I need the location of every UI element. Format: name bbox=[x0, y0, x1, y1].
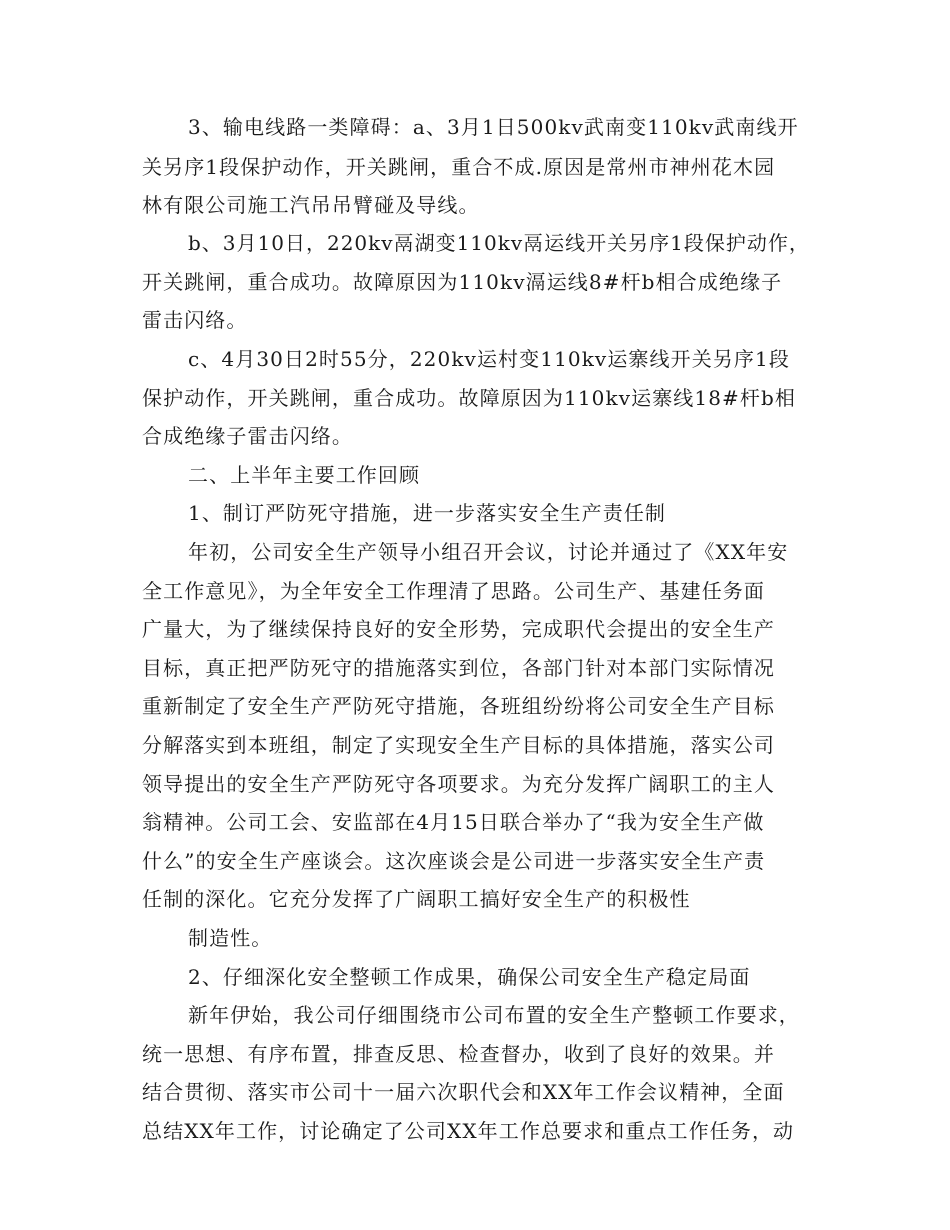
text-line: 广量大，为了继续保持良好的安全形势，完成职代会提出的安全生产 bbox=[142, 617, 775, 641]
text-line: 开关跳闸，重合成功。故障原因为110kv滆运线8#杆b相合成绝缘子 bbox=[142, 270, 783, 294]
text-line: 新年伊始，我公司仔细围绕市公司布置的安全生产整顿工作要求， bbox=[188, 1003, 800, 1027]
text-line: 制造性。 bbox=[188, 926, 273, 950]
text-line: 关另序1段保护动作，开关跳闸，重合不成.原因是常州市神州花木园 bbox=[142, 155, 776, 179]
text-line: 分解落实到本班组，制定了实现安全生产目标的具体措施，落实公司 bbox=[142, 733, 775, 757]
subsection-heading: 2、仔细深化安全整顿工作成果，确保公司安全生产稳定局面 bbox=[188, 965, 751, 989]
text-line: 总结XX年工作，讨论确定了公司XX年工作总要求和重点工作任务，动 bbox=[142, 1119, 795, 1143]
text-line: 统一思想、有序布置，排查反思、检查督办，收到了良好的效果。并 bbox=[142, 1042, 775, 1066]
text-line: b、3月10日，220kv鬲湖变110kv鬲运线开关另序1段保护动作， bbox=[188, 231, 810, 255]
text-line: 全工作意见》，为全年安全工作理清了思路。公司生产、基建任务面 bbox=[142, 579, 765, 603]
text-line: 3、输电线路一类障碍：a、3月1日500kv武南变110kv武南线开 bbox=[188, 115, 799, 139]
text-line: 任制的深化。它充分发挥了广阔职工搞好安全生产的积极性 bbox=[142, 887, 691, 911]
text-line: 重新制定了安全生产严防死守措施，各班组纷纷将公司安全生产目标 bbox=[142, 694, 775, 718]
text-line: 目标，真正把严防死守的措施落实到位，各部门针对本部门实际情况 bbox=[142, 656, 775, 680]
text-line: c、4月30日2时55分，220kv运村变110kv运寨线开关另序1段 bbox=[188, 347, 790, 371]
text-line: 领导提出的安全生产严防死守各项要求。为充分发挥广阔职工的主人 bbox=[142, 772, 775, 796]
text-line: 保护动作，开关跳闸，重合成功。故障原因为110kv运寨线18#杆b相 bbox=[142, 386, 797, 410]
section-heading: 二、上半年主要工作回顾 bbox=[188, 463, 421, 487]
text-line: 翁精神。公司工会、安监部在4月15日联合举办了“我为安全生产做 bbox=[142, 810, 765, 834]
text-line: 合成绝缘子雷击闪络。 bbox=[142, 424, 353, 448]
text-line: 什么”的安全生产座谈会。这次座谈会是公司进一步落实安全生产责 bbox=[142, 849, 766, 873]
text-line: 年初，公司安全生产领导小组召开会议，讨论并通过了《XX年安 bbox=[188, 540, 789, 564]
text-line: 林有限公司施工汽吊吊臂碰及导线。 bbox=[142, 193, 480, 217]
subsection-heading: 1、制订严防死守措施，进一步落实安全生产责任制 bbox=[188, 501, 667, 525]
text-line: 雷击闪络。 bbox=[142, 308, 248, 332]
text-line: 结合贯彻、落实市公司十一届六次职代会和XX年工作会议精神，全面 bbox=[142, 1080, 785, 1104]
